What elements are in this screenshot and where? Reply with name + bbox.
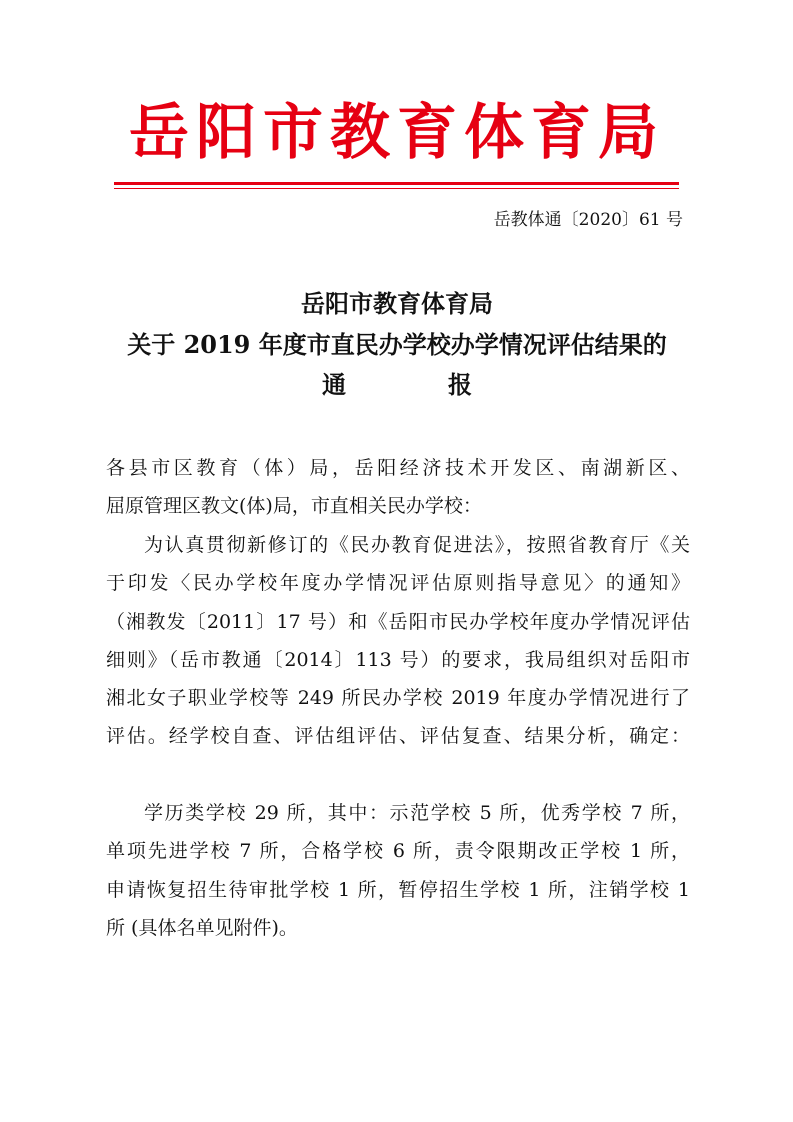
- document-number: 岳教体通〔2020〕61 号: [493, 210, 683, 230]
- paragraph-2-line-4: 所 (具体名单见附件)。: [106, 916, 298, 939]
- paragraph-1-line-1: 为认真贯彻新修订的《民办教育促进法》，按照省教育厅《关: [144, 534, 690, 556]
- masthead-org-name: 岳阳市教育体育局: [129, 98, 665, 168]
- title-line-3: [100, 368, 694, 402]
- title-line-1: 岳阳市教育体育局: [301, 289, 493, 318]
- masthead-rule-thin: [114, 188, 679, 189]
- paragraph-2-line-1: 学历类学校 29 所，其中：示范学校 5 所，优秀学校 7 所，: [144, 802, 690, 824]
- title-line-2: 关于 2019 年度市直民办学校办学情况评估结果的: [127, 330, 667, 359]
- paragraph-2: [106, 794, 690, 947]
- title-word-tong: 通: [322, 370, 393, 399]
- salutation-line-1: 各县市区教育（体）局，岳阳经济技术开发区、南湖新区、: [106, 457, 690, 479]
- salutation-line-2: 屈原管理区教文(体)局，市直相关民办学校：: [106, 495, 482, 518]
- paragraph-1-line-4: 细则》（岳市教通〔2014〕113 号）的要求，我局组织对岳阳市: [106, 648, 690, 671]
- title-line-3-spread: [322, 368, 472, 402]
- paragraph-1-line-6: 评估。经学校自查、评估组评估、评估复查、结果分析，确定：: [106, 725, 690, 748]
- title-word-bao: 报: [448, 370, 473, 399]
- paragraph-1-line-3: （湘教发〔2011〕17 号）和《岳阳市民办学校年度办学情况评估: [106, 610, 690, 633]
- paragraph-1: [106, 526, 690, 756]
- paragraph-1-line-5: 湘北女子职业学校等 249 所民办学校 2019 年度办学情况进行了: [106, 687, 690, 710]
- masthead-rule-thick: [114, 182, 679, 185]
- paragraph-2-line-2: 单项先进学校 7 所，合格学校 6 所，责令限期改正学校 1 所，: [106, 840, 690, 863]
- salutation: [106, 449, 690, 526]
- paragraph-1-line-2: 于印发〈民办学校年度办学情况评估原则指导意见〉的通知》: [106, 572, 690, 595]
- paragraph-2-line-3: 申请恢复招生待审批学校 1 所，暂停招生学校 1 所，注销学校 1: [106, 878, 690, 901]
